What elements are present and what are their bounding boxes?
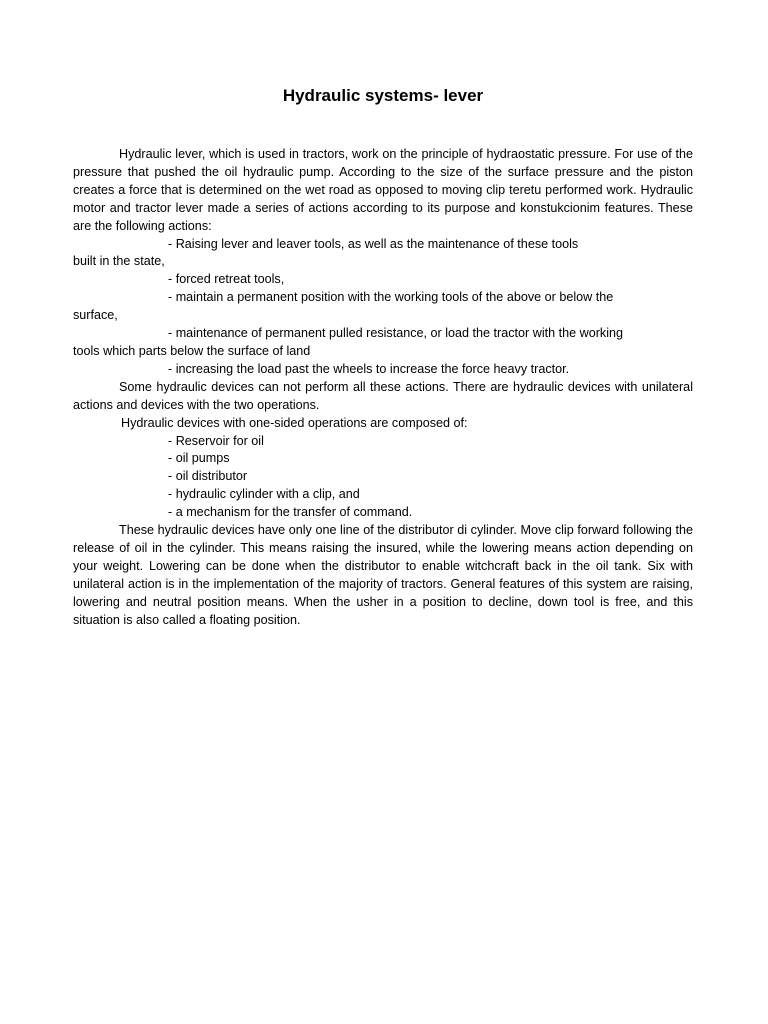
paragraph-two: Some hydraulic devices can not perform all these actions. There are hydraulic devices with unilateral actions and devices with the two operations. (73, 379, 693, 412)
component-item: - oil pumps (168, 451, 230, 466)
document-body (73, 146, 693, 629)
action-item-5: - increasing the load past the wheels to increase the force heavy tractor. (168, 361, 570, 376)
components-list (73, 433, 693, 523)
one-sided-intro: Hydraulic devices with one-sided operations are composed of: (121, 415, 468, 430)
document-page (73, 84, 693, 629)
action-item-2: - forced retreat tools, (168, 272, 285, 287)
action-item-4-rest: tools which parts below the surface of land (73, 343, 311, 358)
component-item: - a mechanism for the transfer of command. (168, 505, 413, 520)
component-item: - Reservoir for oil (168, 433, 264, 448)
component-item: - hydraulic cylinder with a clip, and (168, 487, 360, 502)
action-item-4-first: - maintenance of permanent pulled resistance, or load the tractor with the working (168, 326, 624, 341)
action-item-1-rest: built in the state, (73, 254, 165, 269)
component-item: - oil distributor (168, 469, 248, 484)
action-item-3-rest: surface, (73, 308, 118, 323)
document-title: Hydraulic systems- lever (282, 86, 484, 105)
intro-paragraph: Hydraulic lever, which is used in tractors, work on the principle of hydraostatic pressure. For use of the pressure that pushed the oil hydraulic pump. According to the size of the surface pressure and the piston creates a force that is determined on the wet road as opposed to moving clip teretu performed work. Hydraulic motor and tractor lever made a series of actions according to its purpose and konstukcionim features. These are the following actions: (73, 147, 693, 233)
action-item-1-first: - Raising lever and leaver tools, as well as the maintenance of these tools (168, 236, 579, 251)
actions-list (73, 236, 693, 379)
action-item-3-first: - maintain a permanent position with the working tools of the above or below the (168, 290, 614, 305)
closing-paragraph: These hydraulic devices have only one line of the distributor di cylinder. Move clip forward following the release of oil in the cylinder. This means raising the insured, while the lowering means action depending on your weight. Lowering can be done when the distributor to enable witchcraft back in the oil tank. Six with unilateral action is in the implementation of the majority of tractors. General features of this system are raising, lowering and neutral position means. When the usher in a position to decline, down tool is free, and this situation is also called a floating position. (73, 523, 693, 627)
